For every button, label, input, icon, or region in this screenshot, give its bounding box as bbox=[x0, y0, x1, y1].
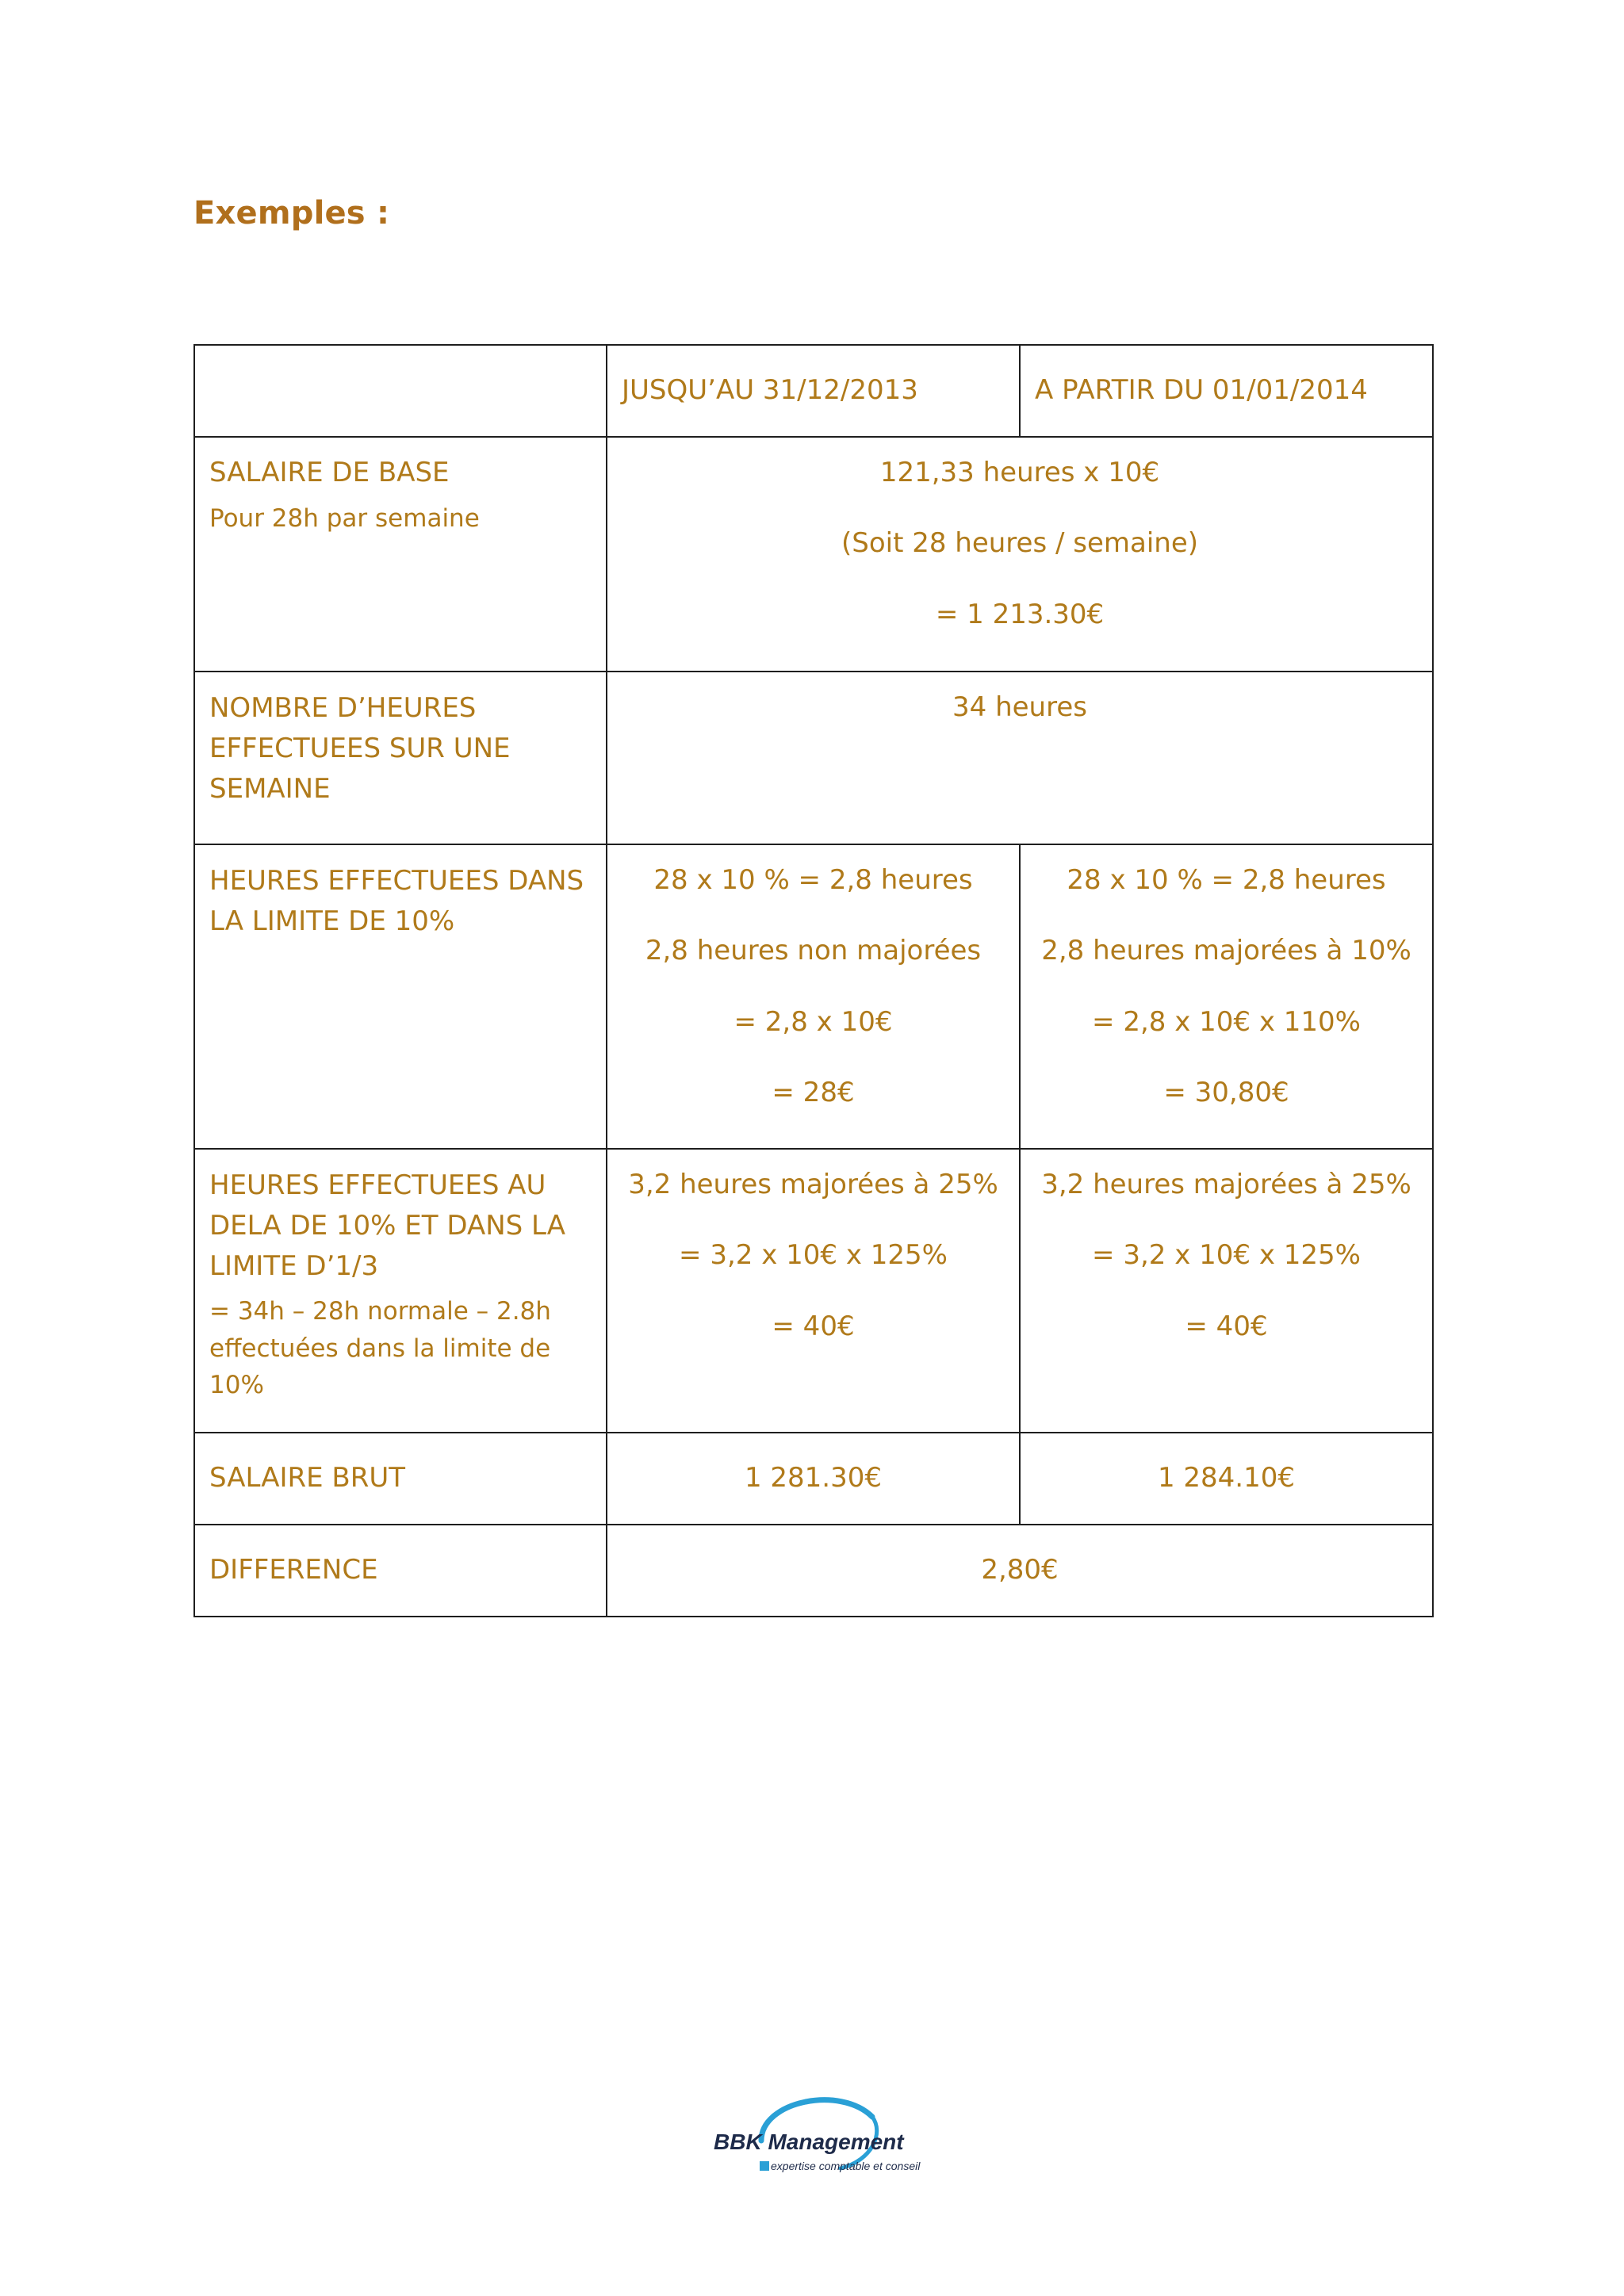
value-cell-before-2014: 1 281.30€ bbox=[607, 1433, 1020, 1525]
row-label-cell bbox=[194, 1149, 607, 1433]
value-line: = 2,8 x 10€ bbox=[733, 1005, 893, 1038]
value-line: 28 x 10 % = 2,8 heures bbox=[653, 864, 973, 896]
value-line: = 30,80€ bbox=[1163, 1076, 1289, 1108]
value-line: = 1 213.30€ bbox=[935, 598, 1105, 630]
row-label: SALAIRE DE BASE bbox=[209, 457, 450, 488]
row-label-cell bbox=[194, 437, 607, 672]
value-line: (Soit 28 heures / semaine) bbox=[841, 527, 1199, 560]
row-label: HEURES EFFECTUEES AU DELA DE 10% ET DANS LA LIMITE D’1/3 bbox=[209, 1169, 566, 1282]
value-line: = 40€ bbox=[772, 1310, 855, 1342]
value-line: 121,33 heures x 10€ bbox=[879, 457, 1160, 488]
row-label-cell bbox=[194, 672, 607, 844]
row-label: DIFFERENCE bbox=[194, 1525, 607, 1617]
row-nombre-heures bbox=[194, 672, 1433, 844]
logo-square-icon bbox=[760, 2161, 769, 2171]
value-line: 2,8 heures non majorées bbox=[645, 935, 982, 967]
page-title: Exemples : bbox=[193, 195, 390, 232]
value-cell-before-2014 bbox=[607, 1149, 1020, 1433]
merged-value-cell bbox=[607, 437, 1433, 672]
row-sublabel: = 34h – 28h normale – 2.8h effectuées dans la limite de 10% bbox=[209, 1297, 551, 1399]
value-line: = 40€ bbox=[1185, 1310, 1268, 1342]
value-line: = 3,2 x 10€ x 125% bbox=[1092, 1239, 1361, 1272]
value-line: 3,2 heures majorées à 25% bbox=[1041, 1169, 1411, 1200]
value-line: = 3,2 x 10€ x 125% bbox=[679, 1239, 948, 1272]
header-col-before-2014: JUSQU’AU 31/12/2013 bbox=[607, 345, 1020, 437]
value-cell-before-2014 bbox=[607, 844, 1020, 1149]
header-empty-cell bbox=[194, 345, 607, 437]
value-line: = 2,8 x 10€ x 110% bbox=[1092, 1005, 1361, 1038]
merged-value-cell: 2,80€ bbox=[607, 1525, 1433, 1617]
table-header-row bbox=[194, 345, 1433, 437]
logo-name: BBK Management bbox=[714, 2130, 904, 2154]
value-line: 28 x 10 % = 2,8 heures bbox=[1067, 864, 1386, 896]
row-sublabel: Pour 28h par semaine bbox=[209, 504, 480, 534]
row-heures-10 bbox=[194, 844, 1433, 1149]
value-line: 2,8 heures majorées à 10% bbox=[1041, 935, 1411, 967]
row-label: SALAIRE BRUT bbox=[194, 1433, 607, 1525]
header-col-after-2014: A PARTIR DU 01/01/2014 bbox=[1020, 345, 1433, 437]
merged-value-cell bbox=[607, 672, 1433, 844]
row-heures-25 bbox=[194, 1149, 1433, 1433]
value-cell-after-2014 bbox=[1020, 844, 1433, 1149]
examples-table bbox=[193, 344, 1434, 1617]
row-label: NOMBRE D’HEURES EFFECTUEES SUR UNE SEMAINE bbox=[209, 692, 511, 805]
value-cell-after-2014 bbox=[1020, 1149, 1433, 1433]
row-salaire-brut bbox=[194, 1433, 1433, 1525]
value-line: = 28€ bbox=[772, 1076, 855, 1108]
row-label-cell bbox=[194, 844, 607, 1149]
bbk-logo bbox=[714, 2085, 920, 2180]
row-difference bbox=[194, 1525, 1433, 1617]
row-label: HEURES EFFECTUEES DANS LA LIMITE DE 10% bbox=[209, 865, 584, 937]
value-line: 34 heures bbox=[952, 691, 1087, 723]
value-line: 3,2 heures majorées à 25% bbox=[628, 1169, 998, 1200]
row-salaire-base bbox=[194, 437, 1433, 672]
logo-tagline: expertise comptable et conseil bbox=[771, 2160, 921, 2172]
value-cell-after-2014: 1 284.10€ bbox=[1020, 1433, 1433, 1525]
